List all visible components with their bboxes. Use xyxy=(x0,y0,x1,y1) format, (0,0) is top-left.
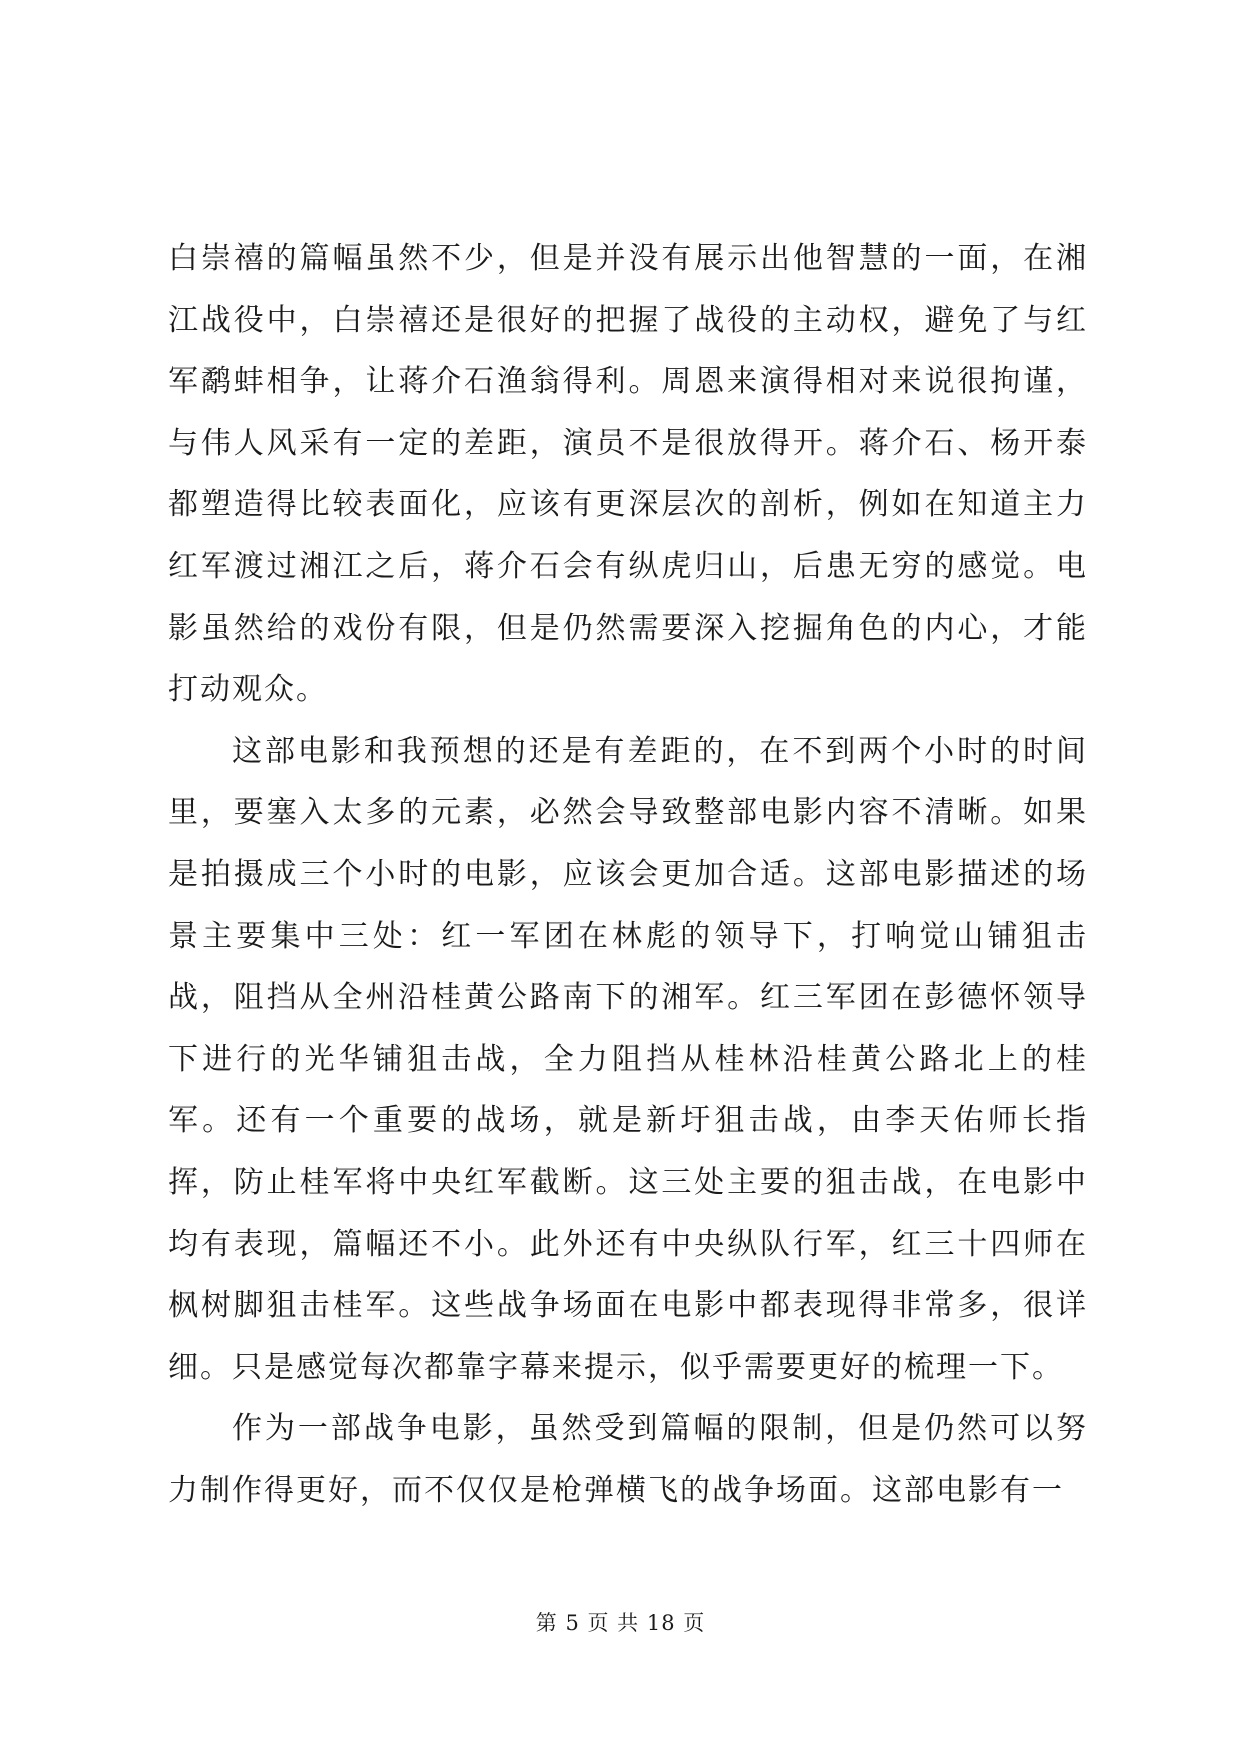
paragraph-3: 作为一部战争电影，虽然受到篇幅的限制，但是仍然可以努力制作得更好，而不仅仅是枪弹横飞的战争场面。这部电影有一 xyxy=(168,1411,1088,1508)
paragraph-1: 白崇禧的篇幅虽然不少，但是并没有展示出他智慧的一面，在湘江战役中，白崇禧还是很好的把握了战役的主动权，避免了与红军鹬蚌相争，让蒋介石渔翁得利。周恩来演得相对来说很拘谨，与伟人风采有一定的差距，演员不是很放得开。蒋介石、杨开泰都塑造得比较表面化，应该有更深层次的剖析，例如在知道主力红军渡过湘江之后，蒋介石会有纵虎归山，后患无穷的感觉。电影虽然给的戏份有限，但是仍然需要深入挖掘角色的内心，才能打动观众。 xyxy=(168,241,1088,708)
paragraph-2: 这部电影和我预想的还是有差距的，在不到两个小时的时间里，要塞入太多的元素，必然会导致整部电影内容不清晰。如果是拍摄成三个小时的电影，应该会更加合适。这部电影描述的场景主要集中三处：红一军团在林彪的领导下，打响觉山铺狙击战，阻挡从全州沿桂黄公路南下的湘军。红三军团在彭德怀领导下进行的光华铺狙击战，全力阻挡从桂林沿桂黄公路北上的桂军。还有一个重要的战场，就是新圩狙击战，由李天佑师长指挥，防止桂军将中央红军截断。这三处主要的狙击战，在电影中均有表现，篇幅还不小。此外还有中央纵队行军，红三十四师在枫树脚狙击桂军。这些战争场面在电影中都表现得非常多，很详细。只是感觉每次都靠字幕来提示，似乎需要更好的梳理一下。 xyxy=(168,733,1088,1385)
page-footer: 第 5 页 共 18 页 xyxy=(535,1611,706,1635)
document-body xyxy=(168,228,1088,1521)
